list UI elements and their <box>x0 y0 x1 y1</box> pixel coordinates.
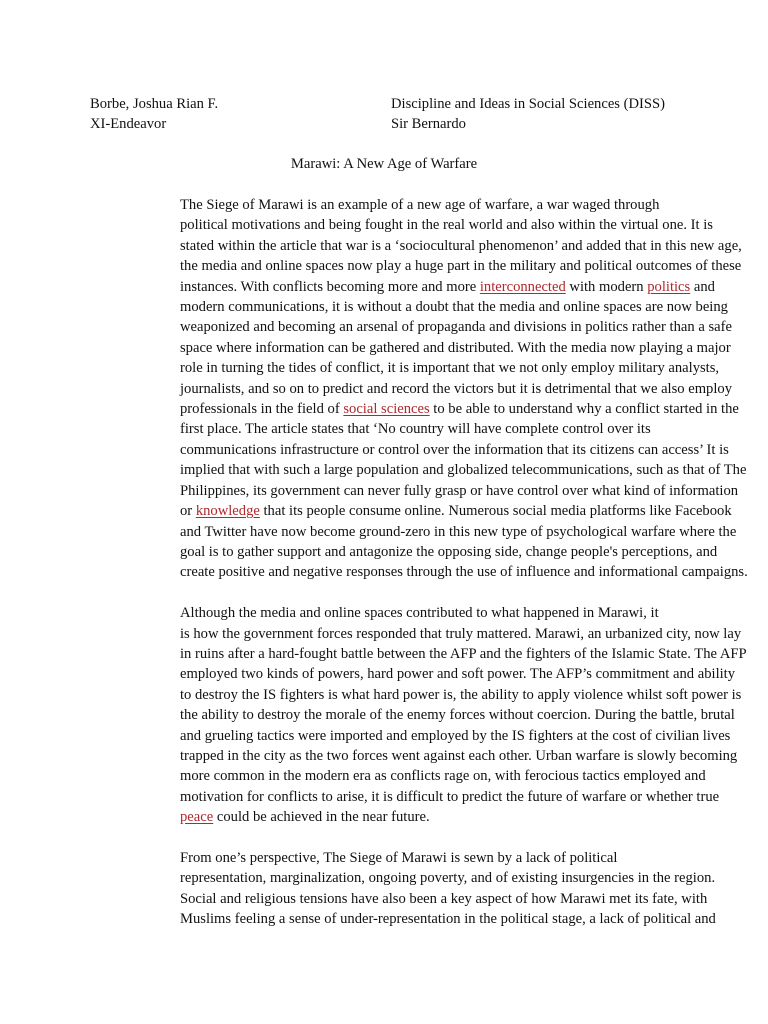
text-segment: professionals in the field of <box>180 401 344 418</box>
paragraph-line <box>90 766 706 786</box>
paragraph <box>90 195 748 583</box>
paragraph-line <box>90 399 739 419</box>
text-segment: could be achieved in the near future. <box>213 809 430 826</box>
text-segment: journalists, and so on to predict and record the victors but it is detrimental that we also employ <box>180 380 733 397</box>
text-segment: first place. The article states that ‘No country will have complete control over its <box>180 421 651 438</box>
text-segment: is how the government forces responded that truly mattered. Marawi, an urbanized city, now lay <box>180 625 742 642</box>
text-segment: Social and religious tensions have also been a key aspect of how Marawi met its fate, with <box>180 890 708 907</box>
paragraph-line <box>90 338 731 358</box>
paragraph-line <box>90 624 742 644</box>
text-segment: political motivations and being fought in the real world and also within the virtual one. It is <box>180 217 713 234</box>
paragraph-line <box>90 277 715 297</box>
text-segment: role in turning the tides of conflict, it is important that we not only employ military analysts, <box>180 360 720 377</box>
paragraph-line <box>90 603 680 623</box>
paragraph <box>90 848 716 930</box>
paragraph-line <box>90 215 713 235</box>
keyword-link[interactable]: politics <box>647 278 691 295</box>
text-segment: stated within the article that war is a ‘sociocultural phenomenon’ and added that in this new age, <box>180 237 742 254</box>
text-segment: in ruins after a hard-fought battle between the AFP and the fighters of the Islamic State. The AFP <box>180 645 747 662</box>
keyword-link[interactable]: knowledge <box>195 503 260 520</box>
paragraph-line <box>90 297 728 317</box>
text-segment: and grueling tactics were imported and employed by the IS fighters at the cost of civilian lives <box>180 727 731 744</box>
text-segment: Philippines, its government can never fully grasp or have control over what kind of information <box>180 482 739 499</box>
paragraph-line <box>90 807 680 827</box>
paragraph-line <box>90 726 731 746</box>
text-segment: representation, marginalization, ongoing poverty, and of existing insurgencies in the region. <box>180 870 716 887</box>
paragraph-line <box>90 358 720 378</box>
paragraph-line <box>90 195 680 215</box>
teacher-name: Sir Bernardo <box>391 116 466 133</box>
author-name: Borbe, Joshua Rian F. <box>90 96 219 112</box>
text-segment: more common in the modern era as conflicts rage on, with ferocious tactics employed and <box>180 768 706 785</box>
paragraph-line <box>90 501 732 521</box>
text-segment: Although the media and online spaces contributed to what happened in Marawi, it <box>180 605 659 622</box>
text-segment: The Siege of Marawi is an example of a new age of warfare, a war waged through <box>180 197 660 213</box>
text-segment: or <box>180 503 196 520</box>
document-title: Marawi: A New Age of Warfare <box>290 156 478 172</box>
text-segment: the media and online spaces now play a huge part in the military and political outcomes of these <box>180 258 742 275</box>
text-segment: and <box>690 278 715 295</box>
section-name: XI-Endeavor <box>90 116 167 133</box>
paragraph-line <box>90 522 737 542</box>
paragraph-line <box>90 562 748 582</box>
paragraph-line <box>90 460 747 480</box>
text-segment: modern communications, it is without a doubt that the media and online spaces are now being <box>180 299 728 316</box>
paragraph-line <box>90 868 716 888</box>
paragraph-line <box>90 705 735 725</box>
paragraph-line <box>90 542 718 562</box>
paragraph-line <box>90 256 742 276</box>
paragraph-line <box>90 685 742 705</box>
paragraph-line <box>90 848 680 868</box>
paragraph-line <box>90 236 742 256</box>
paragraph-line <box>90 440 729 460</box>
text-segment: space where information can be gathered and distributed. With the media now playing a major <box>180 339 731 356</box>
document-header <box>90 94 690 135</box>
paragraph-line <box>90 909 716 929</box>
text-segment: trapped in the city as the two forces went against each other. Urban warfare is slowly becoming <box>180 747 738 764</box>
course-name: Discipline and Ideas in Social Sciences (DISS) <box>391 96 665 112</box>
paragraph-line <box>90 481 739 501</box>
text-segment: instances. With conflicts becoming more and more <box>180 278 480 295</box>
paragraph-line <box>90 787 720 807</box>
text-segment: create positive and negative responses through the use of influence and informational campaigns. <box>180 564 748 581</box>
text-segment: motivation for conflicts to arise, it is difficult to predict the future of warfare or whether true <box>180 788 720 805</box>
text-segment: implied that with such a large population and globalized telecommunications, such as that of The <box>180 462 747 479</box>
text-segment: to destroy the IS fighters is what hard power is, the ability to apply violence whilst soft power is <box>180 686 742 703</box>
paragraph-line <box>90 664 736 684</box>
text-segment: with modern <box>565 278 648 295</box>
keyword-link[interactable]: interconnected <box>479 278 566 295</box>
keyword-link[interactable]: social sciences <box>343 401 430 418</box>
text-segment: communications infrastructure or control over the information that its citizens can access’ It is <box>180 441 729 458</box>
header-row-2 <box>90 114 690 134</box>
text-segment: weaponized and becoming an arsenal of propaganda and divisions in politics rather than a safe <box>180 319 732 336</box>
paragraph <box>90 603 747 827</box>
paragraph-line <box>90 644 747 664</box>
text-segment: goal is to gather support and antagonize the opposing side, change people's perceptions, and <box>180 543 718 560</box>
text-segment: that its people consume online. Numerous social media platforms like Facebook <box>259 503 732 520</box>
keyword-link[interactable]: peace <box>180 809 214 826</box>
essay-body <box>90 195 748 950</box>
paragraph-line <box>90 746 738 766</box>
paragraph-line <box>90 419 680 439</box>
paragraph-line <box>90 889 708 909</box>
header-row-1 <box>90 94 690 114</box>
paragraph-line <box>90 379 733 399</box>
text-segment: From one’s perspective, The Siege of Marawi is sewn by a lack of political <box>180 849 618 866</box>
text-segment: and Twitter have now become ground-zero in this new type of psychological warfare where the <box>180 523 737 540</box>
text-segment: employed two kinds of powers, hard power and soft power. The AFP’s commitment and ability <box>180 666 736 683</box>
text-segment: Muslims feeling a sense of under-representation in the political stage, a lack of political and <box>180 911 716 928</box>
paragraph-line <box>90 317 732 337</box>
text-segment: to be able to understand why a conflict started in the <box>429 401 739 418</box>
text-segment: the ability to destroy the morale of the enemy forces without coercion. During the battle, brutal <box>180 707 735 724</box>
